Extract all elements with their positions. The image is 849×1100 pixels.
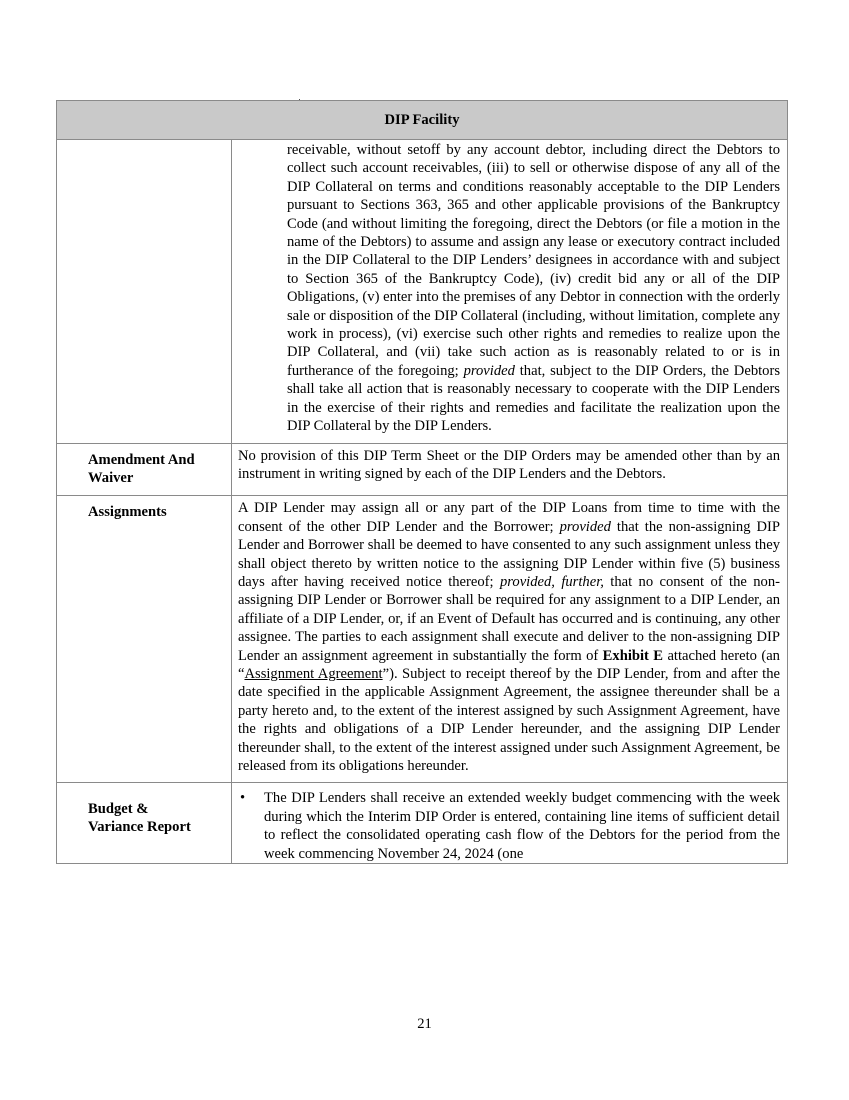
assignments-defined-term-underline: Assignment Agreement [244,665,383,682]
budget-label-cell [57,783,232,864]
table-row-amendment [57,443,788,496]
assignments-provided-further-italic: provided, further, [499,573,604,590]
assignments-label: Assignments [57,496,232,783]
table-header-row [57,101,788,140]
amendment-body-cell [232,443,788,496]
continuation-body-cell [232,140,788,444]
table-row-budget [57,783,788,864]
continuation-text-pre: receivable, without setoff by any account debtor, including direct the Debtors to collect such account receivables, (iii) to sell or otherwise dispose of any all of the DIP Collateral on terms and conditions reasonably acceptable to the DIP Lenders pursuant to Sections 363, 365 and other applicable provisions of the Bankruptcy Code (and without limiting the foregoing, direct the Debtors (or file a motion in the name of the Debtors) to assume and assign any lease or executory contract included in the DIP Collateral to the DIP Lenders’ designees in accordance with and subject to Section 365 of the Bankruptcy Code), (iv) credit bid any or all of the DIP Obligations, (v) enter into the premises of any Debtor in connection with the orderly sale or disposition of the DIP Collateral (including, without limitation, complete any work in process), (vi) exercise such other rights and remedies to realize upon the DIP Collateral, and (vii) take such action as is reasonably related to or is in furtherance of the foregoing; [287,142,780,379]
amendment-label: Amendment And Waiver [57,443,232,496]
table-row-assignments [57,496,788,783]
budget-label-line-1: Budget & [88,800,149,817]
assignments-paragraph [238,499,780,775]
continuation-provided-italic: provided [463,362,515,379]
table-row-continuation [57,140,788,444]
budget-bullet-text: The DIP Lenders shall receive an extended weekly budget commencing with the week during which the Interim DIP Order is entered, containing line items of sufficient detail to reflect the consolidated operating cash flow of the Debtors for the period from the week commencing November 24, 2024 (one [264,790,780,862]
assignments-text-5: ”). Subject to receipt thereof by the DIP Lender, from and after the date specified in the applicable Assignment Agreement, the assignee thereunder shall be a party hereto and, to the extent of the interest assigned by such Assignment Agreement, have the rights and obligations of a DIP Lender hereunder, and the assigning DIP Lender thereunder shall, to the extent of the interest assigned under such Assignment Agreement, be released from its obligations hereunder. [238,665,780,774]
budget-body-cell [232,783,788,864]
continuation-label-cell [57,140,232,444]
assignments-text-3: that no consent of the non-assigning DIP Lender or Borrower shall be required for any assignment to a DIP Lender, an affiliate of a DIP Lender, or, if an Event of Default has occurred and is continuing, any other assignee. The parties to each assignment shall execute and deliver to the non-assigning DIP Lender an assignment agreement in substantially the form of [238,573,781,664]
continuation-paragraph [287,141,780,436]
dip-term-sheet-table [56,100,788,864]
assignments-text-4: attached hereto (an “ [238,647,780,682]
assignments-text-1: A DIP Lender may assign all or any part of the DIP Loans from time to time with the consent of the other DIP Lender and the Borrower; [238,500,780,535]
budget-label-line-2: Variance Report [88,819,191,836]
page-number: 21 [417,1016,432,1032]
budget-bullet-item [238,789,780,863]
continuation-text-post: that, subject to the DIP Orders, the Debtors shall take all action that is reasonably necessary to cooperate with the DIP Lenders in the exercise of their rights and remedies and facilitate the realization upon the DIP Collateral by the DIP Lenders. [287,362,781,435]
assignments-body-cell [232,496,788,783]
amendment-text: No provision of this DIP Term Sheet or the DIP Orders may be amended other than by an instrument in writing signed by each of the DIP Lenders and the Debtors. [238,447,780,482]
assignments-provided-italic: provided [559,518,611,535]
bullet-icon: • [240,790,246,807]
table-header-dip-facility: DIP Facility [57,101,788,140]
assignments-exhibit-e-bold: Exhibit E [602,647,664,664]
assignments-text-2: that the non-assigning DIP Lender and Borrower shall be deemed to have consented to any such assignment unless they shall object thereto by written notice to the assigning DIP Lender within five (5) business days after having received notice thereof; [238,518,780,590]
